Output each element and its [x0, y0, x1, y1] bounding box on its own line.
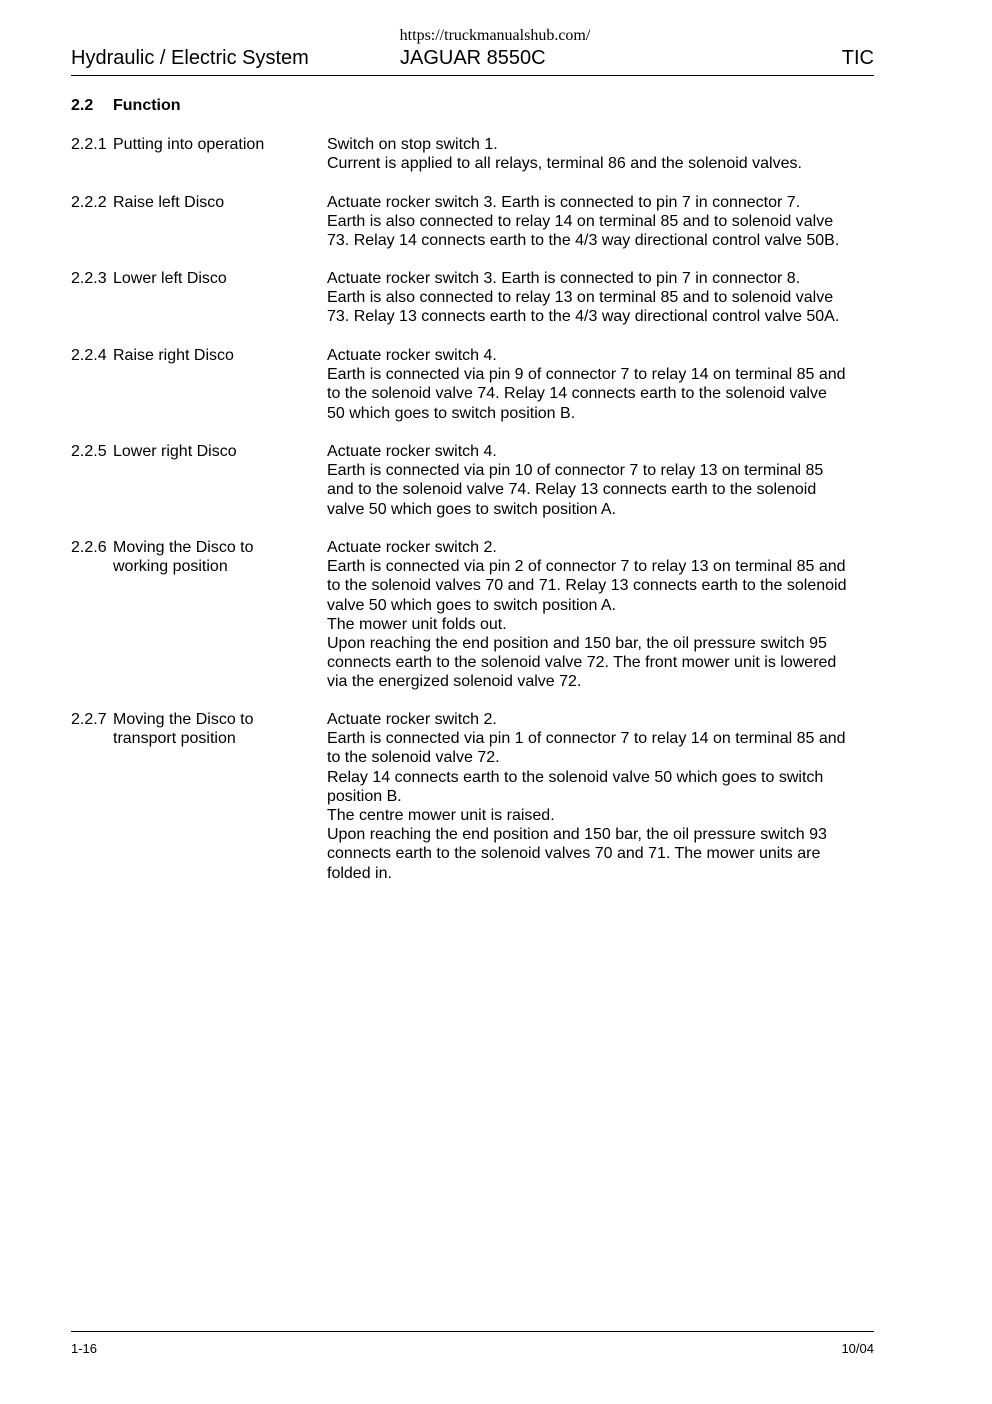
entry-label	[71, 346, 321, 365]
entry-title: Lower left Disco	[113, 270, 227, 287]
description-line: Actuate rocker switch 3. Earth is connected to pin 7 in connector 7.	[327, 194, 801, 211]
description-line: connects earth to the solenoid valves 70 and 71. The mower units are	[327, 845, 821, 863]
section-number: 2.2	[71, 97, 94, 114]
description-line: 73. Relay 13 connects earth to the 4/3 way directional control valve 50A.	[327, 308, 840, 326]
entry-label	[71, 538, 321, 576]
header-chapter-title: Hydraulic / Electric System	[71, 47, 309, 69]
entry-number: 2.2.6	[71, 539, 107, 556]
entry-number: 2.2.4	[71, 347, 107, 364]
header-doc-code: TIC	[841, 47, 874, 69]
description-line: position B.	[327, 787, 402, 805]
entry-number: 2.2.7	[71, 711, 107, 728]
entry-number: 2.2.5	[71, 443, 107, 460]
description-line: Upon reaching the end position and 150 bar, the oil pressure switch 93	[327, 826, 827, 844]
entry-label	[71, 135, 321, 154]
entry-description	[327, 538, 877, 692]
entry-label	[71, 710, 321, 748]
entry-description	[327, 193, 877, 251]
entry-number: 2.2.1	[71, 136, 107, 153]
entry-title-continued: working position	[113, 558, 228, 576]
description-line: 73. Relay 14 connects earth to the 4/3 way directional control valve 50B.	[327, 232, 840, 250]
description-line: to the solenoid valves 70 and 71. Relay 13 connects earth to the solenoid	[327, 577, 847, 595]
entry-title: Lower right Disco	[113, 443, 237, 460]
entry-title: Raise left Disco	[113, 194, 225, 211]
entry-description	[327, 269, 877, 327]
footer-divider	[71, 1331, 874, 1332]
description-line: Earth is connected via pin 1 of connector 7 to relay 14 on terminal 85 and	[327, 730, 846, 748]
page-header	[71, 47, 874, 73]
description-line: Earth is connected via pin 10 of connector 7 to relay 13 on terminal 85	[327, 462, 824, 480]
description-line: Actuate rocker switch 2.	[327, 539, 497, 556]
entry-description	[327, 442, 877, 519]
description-line: Earth is connected via pin 2 of connector 7 to relay 13 on terminal 85 and	[327, 558, 846, 576]
entry-label	[71, 193, 321, 212]
description-line: 50 which goes to switch position B.	[327, 404, 576, 422]
description-line: Actuate rocker switch 2.	[327, 711, 497, 728]
description-line: Earth is also connected to relay 14 on terminal 85 and to solenoid valve	[327, 213, 834, 231]
revision-date: 10/04	[841, 1341, 874, 1356]
description-line: valve 50 which goes to switch position A.	[327, 596, 617, 614]
section-title: Function	[113, 97, 181, 114]
description-line: Upon reaching the end position and 150 bar, the oil pressure switch 95	[327, 635, 827, 653]
entry-title: Moving the Disco to	[113, 711, 254, 728]
entry-label	[71, 269, 321, 288]
description-line: Relay 14 connects earth to the solenoid valve 50 which goes to switch	[327, 768, 824, 786]
description-line: Actuate rocker switch 3. Earth is connected to pin 7 in connector 8.	[327, 270, 801, 287]
description-line: Actuate rocker switch 4.	[327, 443, 497, 460]
entry-title: Moving the Disco to	[113, 539, 254, 556]
description-line: Earth is connected via pin 9 of connector 7 to relay 14 on terminal 85 and	[327, 366, 846, 384]
description-line: Earth is also connected to relay 13 on terminal 85 and to solenoid valve	[327, 289, 834, 307]
entry-number: 2.2.2	[71, 194, 107, 211]
page-number: 1-16	[71, 1341, 98, 1356]
entry-description	[327, 346, 877, 423]
entry-title: Putting into operation	[113, 136, 265, 153]
entry-number: 2.2.3	[71, 270, 107, 287]
section-heading	[71, 97, 181, 115]
description-line: via the energized solenoid valve 72.	[327, 673, 582, 691]
source-url: https://truckmanualshub.com/	[399, 27, 591, 44]
entry-title: Raise right Disco	[113, 347, 234, 364]
entry-description	[327, 710, 877, 883]
entry-description	[327, 135, 877, 173]
entry-title-continued: transport position	[113, 730, 236, 748]
description-line: Switch on stop switch 1.	[327, 136, 498, 153]
description-line: Current is applied to all relays, terminal 86 and the solenoid valves.	[327, 155, 802, 173]
description-line: valve 50 which goes to switch position A.	[327, 500, 617, 518]
description-line: to the solenoid valve 74. Relay 14 connects earth to the solenoid valve	[327, 385, 827, 403]
header-divider	[71, 75, 874, 76]
description-line: to the solenoid valve 72.	[327, 749, 500, 767]
description-line: The mower unit folds out.	[327, 615, 507, 633]
description-line: Actuate rocker switch 4.	[327, 347, 497, 364]
description-line: The centre mower unit is raised.	[327, 807, 555, 825]
description-line: connects earth to the solenoid valve 72. The front mower unit is lowered	[327, 654, 837, 672]
entry-label	[71, 442, 321, 461]
header-machine-model: JAGUAR 8550C	[400, 47, 546, 69]
description-line: and to the solenoid valve 74. Relay 13 connects earth to the solenoid	[327, 481, 817, 499]
description-line: folded in.	[327, 864, 392, 882]
